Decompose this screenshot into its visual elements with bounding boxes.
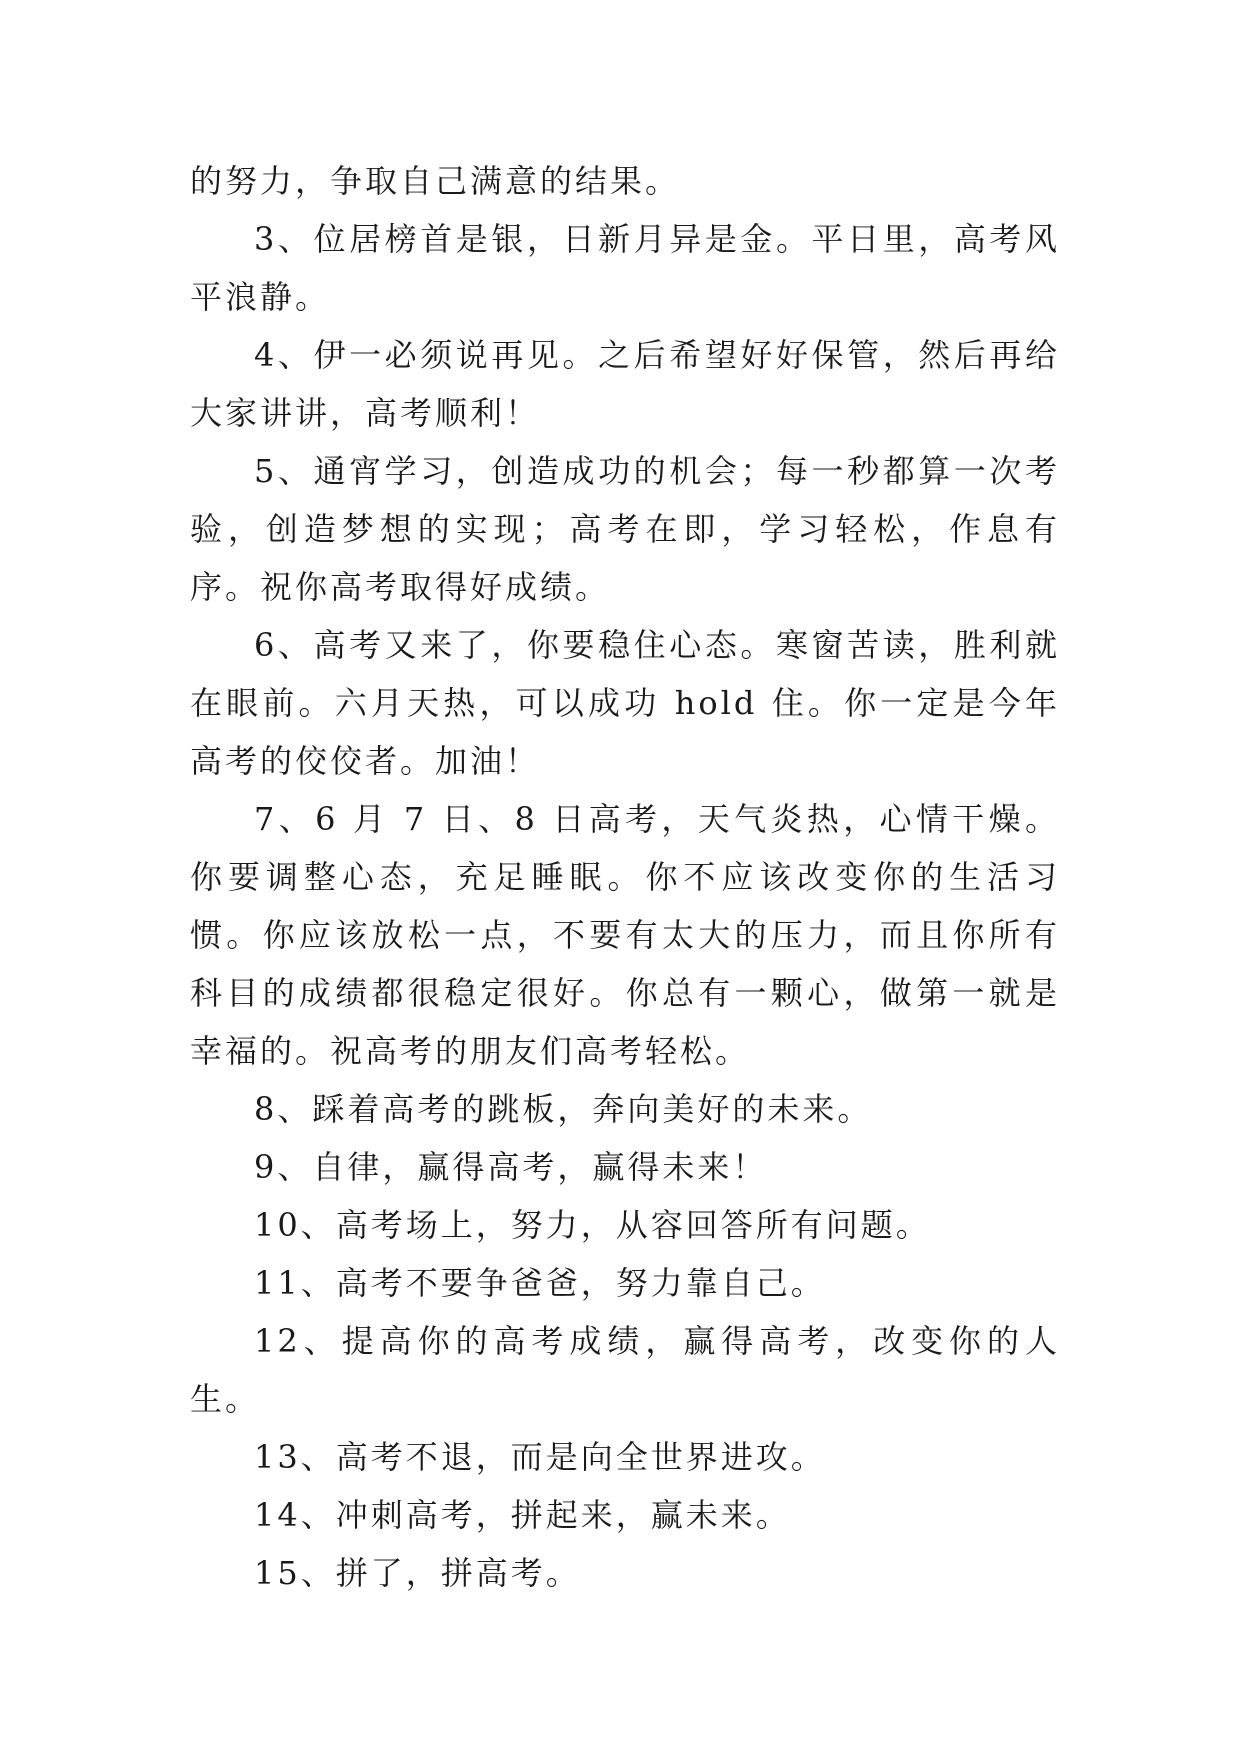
- paragraph-item-8: 8、踩着高考的跳板，奔向美好的未来。: [254, 1090, 873, 1128]
- paragraph-continuation: 的努力，争取自己满意的结果。: [190, 162, 681, 200]
- paragraph-item-9: 9、自律，赢得高考，赢得未来！: [254, 1148, 768, 1186]
- paragraph-item-5: 5、通宵学习，创造成功的机会；每一秒都算一次考验，创造梦想的实现；高考在即，学习轻松，作息有序。祝你高考取得好成绩。: [190, 452, 1060, 606]
- paragraph-item-15: 15、拼了，拼高考。: [254, 1554, 581, 1592]
- paragraph-item-11: 11、高考不要争爸爸，努力靠自己。: [254, 1264, 826, 1302]
- paragraph-item-13: 13、高考不退，而是向全世界进攻。: [254, 1438, 826, 1476]
- paragraph-item-3: 3、位居榜首是银，日新月异是金。平日里，高考风平浪静。: [190, 220, 1060, 316]
- paragraph-item-12: 12、提高你的高考成绩，赢得高考，改变你的人生。: [190, 1322, 1060, 1418]
- paragraph-item-14: 14、冲刺高考，拼起来，赢未来。: [254, 1496, 791, 1534]
- document-body: [190, 152, 1060, 1602]
- paragraph-item-7: 7、6 月 7 日、8 日高考，天气炎热，心情干燥。你要调整心态，充足睡眠。你不应该改变你的生活习惯。你应该放松一点，不要有太大的压力，而且你所有科目的成绩都很稳定很好。你总有一颗心，做第一就是幸福的。祝高考的朋友们高考轻松。: [190, 800, 1060, 1070]
- paragraph-item-6: 6、高考又来了，你要稳住心态。寒窗苦读，胜利就在眼前。六月天热，可以成功 hold 住。你一定是今年高考的佼佼者。加油！: [190, 626, 1060, 780]
- paragraph-item-10: 10、高考场上，努力，从容回答所有问题。: [254, 1206, 931, 1244]
- paragraph-item-4: 4、伊一必须说再见。之后希望好好保管，然后再给大家讲讲，高考顺利！: [190, 336, 1060, 432]
